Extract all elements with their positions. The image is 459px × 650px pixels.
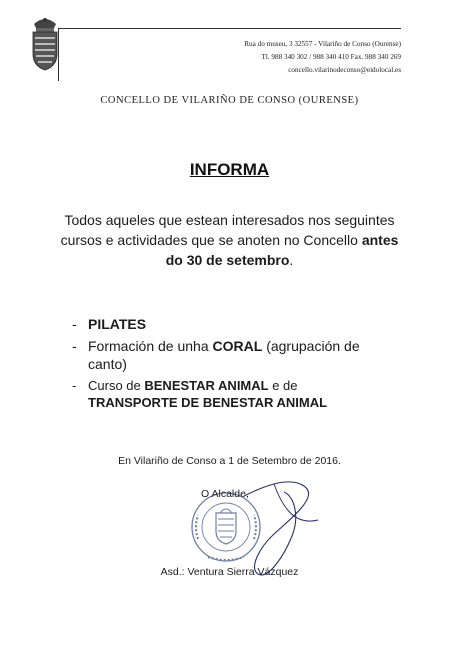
list-item [72, 337, 402, 373]
coat-of-arms-icon [28, 14, 62, 72]
list-bullet: - [72, 378, 77, 393]
list-bullet: - [72, 338, 77, 354]
phone-line: Tl. 988 340 302 / 988 340 410 Fax. 988 340 269 [261, 53, 401, 61]
item-bold: BENESTAR ANIMAL [144, 378, 269, 393]
email-line: concello.vilarinodeconso@eidolocal.es [288, 66, 401, 74]
address-line: Rua do museu, 3 32557 - Vilariño de Conso (Ourense) [244, 40, 401, 48]
mayor-label: O Alcalde, [201, 488, 249, 500]
council-name: CONCELLO DE VILARIÑO DE CONSO (OURENSE) [100, 95, 359, 106]
intro-text: Todos aqueles que estean interesados nos seguintes cursos e actividades que se anoten no Concello [60, 212, 395, 248]
item-text: Curso de [88, 378, 145, 393]
item-bold: CORAL [212, 338, 263, 354]
item-text: Formación de unha [88, 338, 213, 354]
handwritten-signature [234, 476, 324, 578]
list-item [72, 377, 402, 411]
activity-list [72, 315, 402, 415]
intro-paragraph [60, 210, 399, 270]
intro-end: . [289, 252, 294, 268]
notice-title: INFORMA [189, 160, 270, 179]
item-text: (agrupación de canto) [88, 338, 360, 372]
place-date: En Vilariño de Conso a 1 de Setembro de 2016. [118, 455, 341, 467]
letterhead-address [244, 38, 401, 77]
item-text: e de [268, 378, 298, 393]
list-item [72, 315, 402, 333]
item-bold: PILATES [88, 316, 147, 332]
signer-name: Asd.: Ventura Sierra Vázquez [160, 566, 299, 578]
list-bullet: - [72, 316, 77, 332]
deadline-text: antes do 30 de setembro [165, 232, 399, 268]
item-bold: TRANSPORTE DE BENESTAR ANIMAL [88, 395, 328, 410]
